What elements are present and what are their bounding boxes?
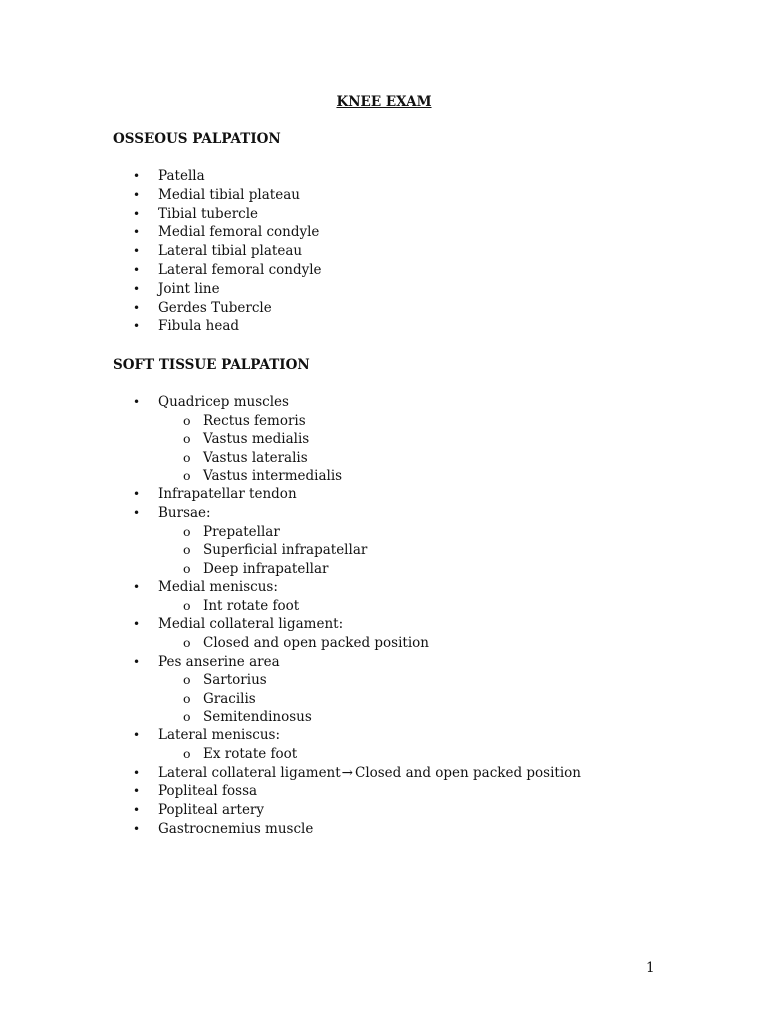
section-heading-soft-tissue: SOFT TISSUE PALPATION xyxy=(113,357,310,373)
list-item-label xyxy=(158,393,289,412)
bullet-marker: • xyxy=(133,728,141,743)
list-item-label xyxy=(158,578,278,597)
bullet-marker: • xyxy=(133,765,141,780)
section-heading-osseous: OSSEOUS PALPATION xyxy=(113,131,281,147)
bullet-marker: • xyxy=(133,225,141,240)
sub-bullet-marker: o xyxy=(183,635,191,651)
sub-list-item-label: Ex rotate foot xyxy=(203,746,298,763)
list-item-text: Medial meniscus: xyxy=(158,579,278,596)
list-item-label: Medial tibial plateau xyxy=(158,186,300,203)
list-item-text: Lateral collateral ligament xyxy=(158,764,341,781)
bullet-marker: • xyxy=(133,822,141,837)
sub-bullet-marker: o xyxy=(183,431,191,447)
list-item-text: Quadricep muscles xyxy=(158,394,289,410)
list-item-label xyxy=(158,801,264,820)
sub-list-item-label: Int rotate foot xyxy=(203,597,300,614)
sub-list-item-label: Vastus intermedialis xyxy=(203,467,343,484)
list-item-text: Gastrocnemius muscle xyxy=(158,821,314,838)
list-item-label: Fibula head xyxy=(158,318,240,335)
list-item-text: Infrapatellar tendon xyxy=(158,486,297,503)
bullet-marker: • xyxy=(133,617,141,632)
list-item-label xyxy=(158,615,343,634)
sub-list-item-label: Vastus lateralis xyxy=(203,449,308,466)
bullet-marker: • xyxy=(133,206,141,221)
list-item-label: Tibial tubercle xyxy=(158,205,259,222)
sub-bullet-marker: o xyxy=(183,746,191,762)
list-item-label: Joint line xyxy=(158,280,220,297)
list-item-text: Pes anserine area xyxy=(158,653,280,670)
list-item-label: Gerdes Tubercle xyxy=(158,299,272,316)
sub-list-item-label: Rectus femoris xyxy=(203,412,306,429)
list-item-label: Patella xyxy=(158,168,205,184)
bullet-marker: • xyxy=(133,281,141,296)
sub-list-item-label: Prepatellar xyxy=(203,523,280,540)
right-arrow-icon: → xyxy=(341,764,353,781)
bullet-marker: • xyxy=(133,487,141,502)
list-item-label xyxy=(158,485,297,504)
list-item-text: Popliteal fossa xyxy=(158,783,258,800)
bullet-marker: • xyxy=(133,187,141,202)
list-item-label: Medial femoral condyle xyxy=(158,224,320,241)
bullet-marker: • xyxy=(133,803,141,818)
sub-bullet-marker: o xyxy=(183,597,191,613)
sub-bullet-marker: o xyxy=(183,672,191,688)
page-number: 1 xyxy=(646,960,655,976)
bullet-marker: • xyxy=(133,784,141,799)
bullet-marker: • xyxy=(133,319,141,334)
list-item-text: Lateral meniscus: xyxy=(158,727,281,744)
list-item-label xyxy=(158,726,280,745)
sub-list-item-label: Closed and open packed position xyxy=(203,635,429,652)
list-item-label xyxy=(158,820,313,839)
list-item-text: Medial collateral ligament: xyxy=(158,616,344,633)
sub-list-item-label: Deep infrapatellar xyxy=(203,560,329,577)
list-item-label xyxy=(158,782,257,801)
sub-list-item-label: Superficial infrapatellar xyxy=(203,542,368,559)
document-title: KNEE EXAM xyxy=(336,94,432,110)
sub-bullet-marker: o xyxy=(183,709,191,725)
list-item-suffix: Closed and open packed position xyxy=(354,764,581,781)
bullet-marker: • xyxy=(133,244,141,259)
sub-bullet-marker: o xyxy=(183,523,191,539)
sub-list-item-label: Gracilis xyxy=(203,690,256,707)
sub-list-item-label: Semitendinosus xyxy=(203,709,312,726)
sub-bullet-marker: o xyxy=(183,449,191,465)
list-item-label xyxy=(158,764,581,783)
bullet-marker: • xyxy=(133,654,141,669)
sub-bullet-marker: o xyxy=(183,542,191,558)
list-item-text: Bursae: xyxy=(158,505,211,522)
bullet-marker: • xyxy=(133,580,141,595)
bullet-marker: • xyxy=(133,169,141,183)
bullet-marker: • xyxy=(133,262,141,277)
list-item-label: Lateral tibial plateau xyxy=(158,243,303,260)
sub-bullet-marker: o xyxy=(183,412,191,428)
sub-list-item-label: Sartorius xyxy=(203,672,267,689)
sub-bullet-marker: o xyxy=(183,690,191,706)
sub-bullet-marker: o xyxy=(183,560,191,576)
list-item-label: Lateral femoral condyle xyxy=(158,261,322,278)
list-item-text: Popliteal artery xyxy=(158,802,265,819)
bullet-marker: • xyxy=(133,506,141,521)
bullet-marker: • xyxy=(133,395,141,409)
sub-bullet-marker: o xyxy=(183,467,191,483)
sub-list-item-label: Vastus medialis xyxy=(203,431,310,448)
list-item-label xyxy=(158,653,280,672)
bullet-marker: • xyxy=(133,300,141,315)
list-item-label xyxy=(158,504,211,523)
